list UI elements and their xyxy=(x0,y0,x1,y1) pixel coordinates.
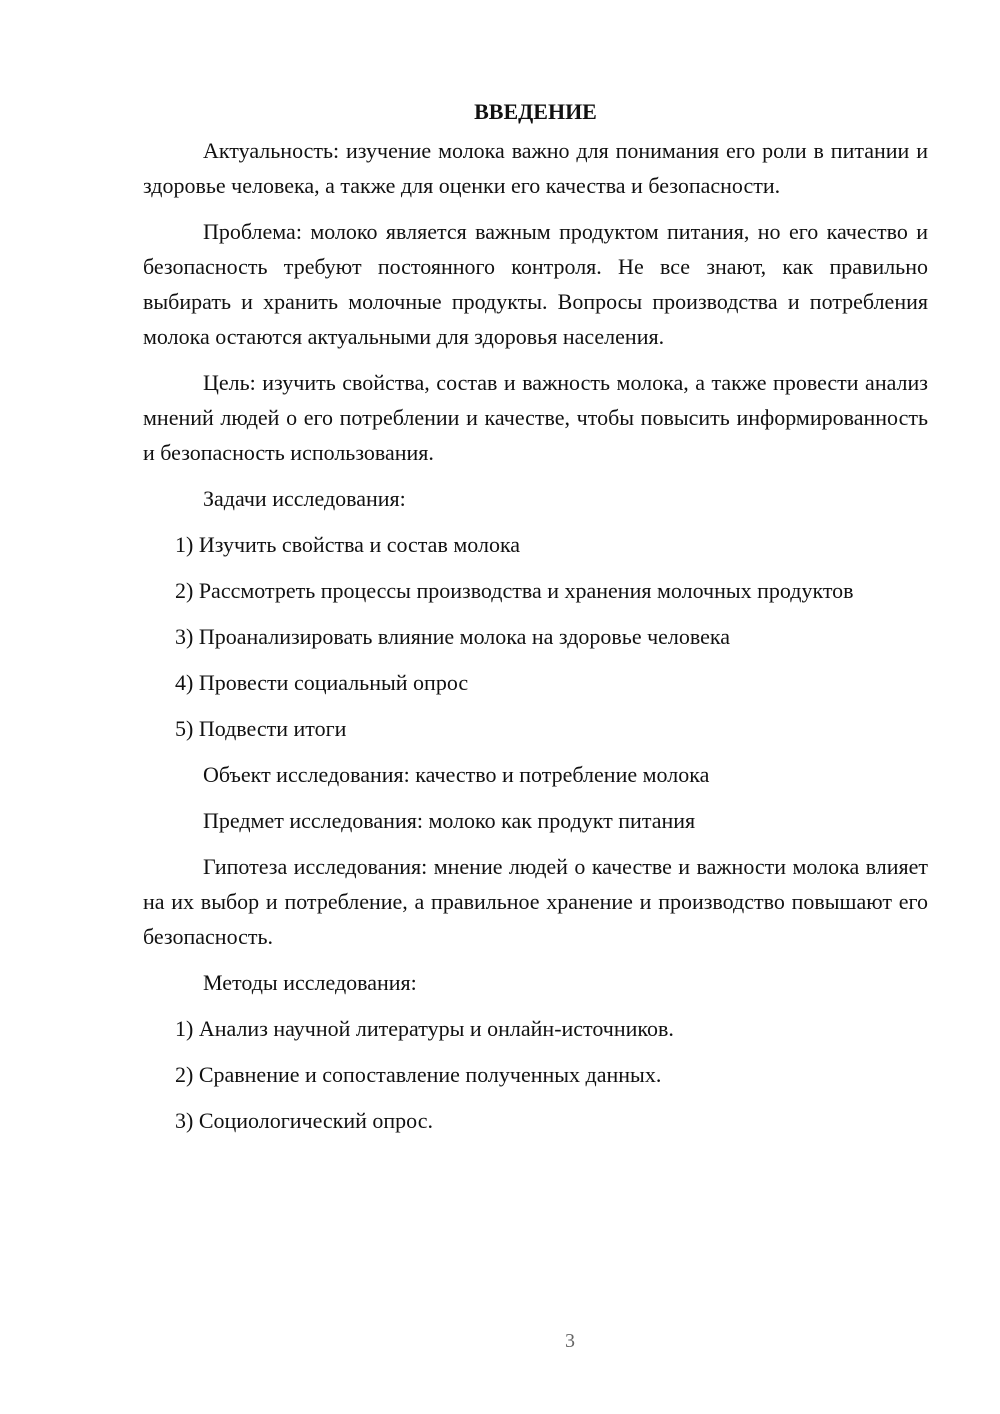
task-item-1: 1) Изучить свойства и состав молока xyxy=(175,532,521,557)
method-item-2: 2) Сравнение и сопоставление полученных данных. xyxy=(175,1062,662,1087)
goal-paragraph: Цель: изучить свойства, состав и важность молока, а также провести анализ мнений людей о его потреблении и качестве, чтобы повысить информированность и безопасность использования. xyxy=(143,370,928,465)
subject-paragraph: Предмет исследования: молоко как продукт питания xyxy=(203,808,696,833)
task-item-3: 3) Проанализировать влияние молока на здоровье человека xyxy=(175,624,731,649)
object-paragraph: Объект исследования: качество и потребление молока xyxy=(203,762,710,787)
page-content xyxy=(143,94,928,1149)
method-item-1: 1) Анализ научной литературы и онлайн-источников. xyxy=(175,1016,674,1041)
relevance-paragraph: Актуальность: изучение молока важно для понимания его роли в питании и здоровье человека, а также для оценки его качества и безопасности. xyxy=(143,138,928,198)
methods-heading: Методы исследования: xyxy=(203,970,417,995)
task-item-4: 4) Провести социальный опрос xyxy=(175,670,469,695)
task-item-5: 5) Подвести итоги xyxy=(175,716,347,741)
task-item-2: 2) Рассмотреть процессы производства и хранения молочных продуктов xyxy=(175,578,854,603)
method-item-3: 3) Социологический опрос. xyxy=(175,1108,433,1133)
problem-paragraph: Проблема: молоко является важным продуктом питания, но его качество и безопасность требуют постоянного контроля. Не все знают, как правильно выбирать и хранить молочные продукты. Вопросы производства и потребления молока остаются актуальными для здоровья населения. xyxy=(143,219,928,349)
tasks-heading: Задачи исследования: xyxy=(203,486,406,511)
section-title: ВВЕДЕНИЕ xyxy=(474,99,597,124)
hypothesis-paragraph: Гипотеза исследования: мнение людей о качестве и важности молока влияет на их выбор и потребление, а правильное хранение и производство повышают его безопасность. xyxy=(143,854,928,949)
page-number: 3 xyxy=(565,1330,575,1352)
